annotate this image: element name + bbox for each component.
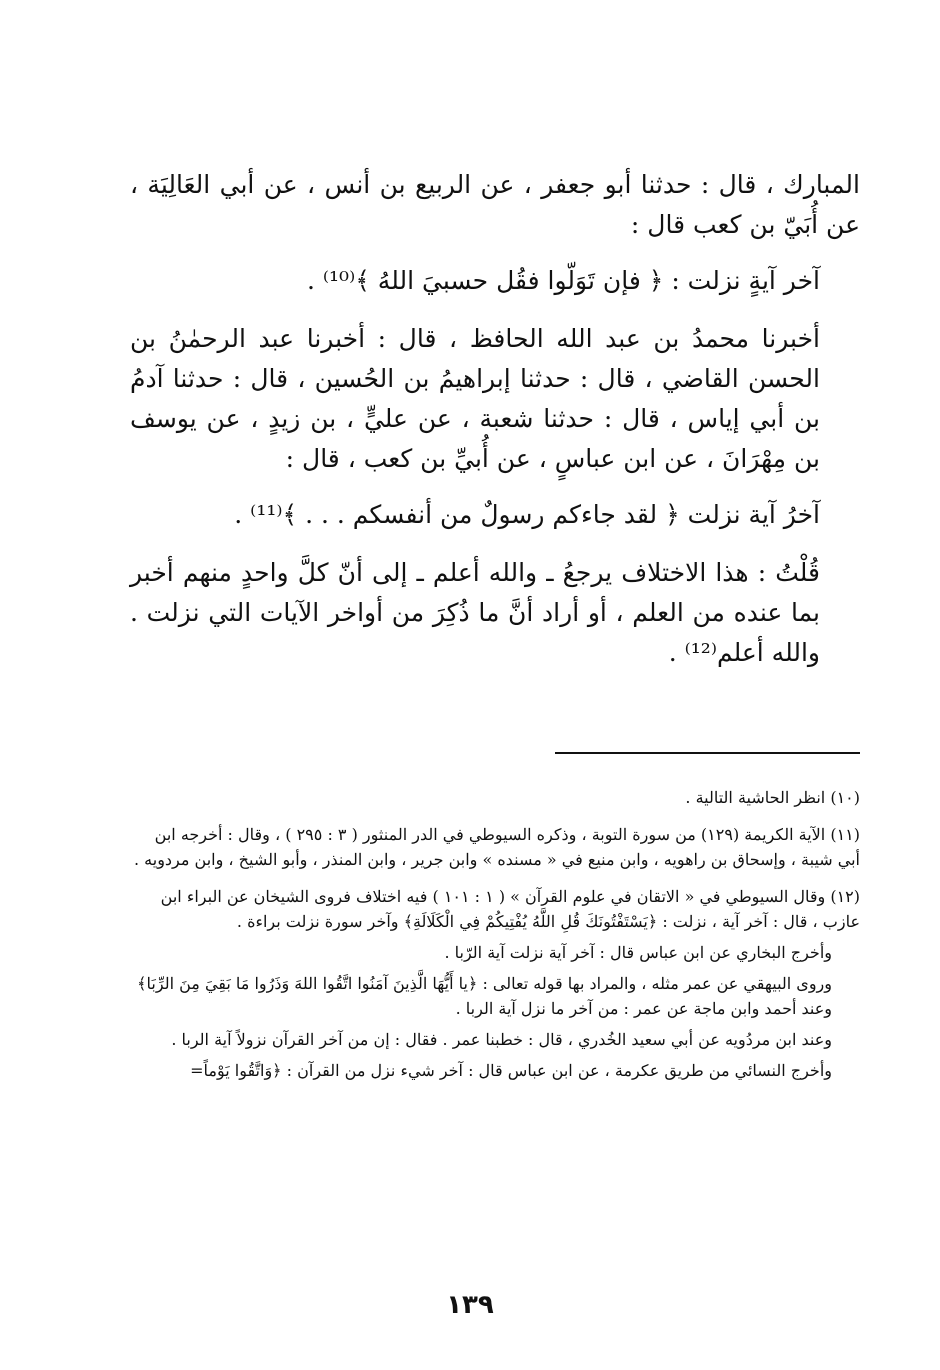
paragraph: قُلْتُ : هذا الاختلاف يرجعُ ـ والله أعلم ـ إلى أنّ كلَّ واحدٍ منهم أخبر بما عنده من العلم ، أو أراد أنَّ ما ذُكِرَ من أواخر الآيات التي نزلت . والله أعلم⁽¹²⁾ . [130, 558, 820, 667]
footnote-10: (١٠) انظر الحاشية التالية . [685, 788, 860, 807]
footnote-12-continuation: وعند ابن مردُويه عن أبي سعيد الخُدري ، قال : خطبنا عمر . فقال : إن من آخر القرآن نزولاً آية الربا . [171, 1030, 832, 1049]
quoted-verse: آخر آيةٍ نزلت : ﴿ فإن تَوَلّوا فقُل حسبيَ اللهُ ﴾⁽¹⁰⁾ . [306, 266, 820, 295]
page-number: ١٣٩ [446, 1290, 494, 1320]
footnote-11: (١١) الآية الكريمة (١٢٩) من سورة التوبة ، وذكره السيوطي في الدر المنثور ( ٣ : ٢٩٥ ) ، وقال : أخرجه ابن أبي شيبة ، وإسحاق بن راهويه ، وابن منيع في « مسنده » وابن جرير ، وابن المنذر ، وأبو الشيخ ، وابن مردويه . [134, 825, 860, 869]
footnotes [128, 785, 860, 1083]
footnote-12-continuation: وأخرج البخاري عن ابن عباس قال : آخر آية نزلت آية الرّبا . [444, 943, 832, 962]
footnote-divider [555, 752, 860, 754]
paragraph: أخبرنا محمدُ بن عبد الله الحافظ ، قال : أخبرنا عبد الرحمٰنُ بن الحسن القاضي ، قال : حدثنا إبراهيمُ بن الحُسين ، قال : حدثنا آدمُ بن أبي إياس ، قال : حدثنا شعبة ، عن عليٍّ ، بن زيدٍ ، عن يوسف بن مِهْرَانَ ، عن ابن عباسٍ ، عن أُبيِّ بن كعب ، قال : [130, 324, 820, 473]
footnote-12: (١٢) وقال السيوطي في « الاتقان في علوم القرآن » ( ١ : ١٠١ ) فيه اختلاف فروى الشيخان عن البراء ابن عازب ، قال : آخر آية ، نزلت : ﴿يَسْتَفْتُونَكَ قُلِ اللَّهُ يُفْتِيكُمْ فِي الْكَلَالَةِ﴾ وآخر سورة نزلت براءة . [160, 887, 860, 931]
quoted-verse: آخرُ آية نزلت ﴿ لقد جاءكم رسولٌ من أنفسكم . . . ﴾⁽¹¹⁾ . [234, 500, 820, 529]
main-text [130, 165, 860, 673]
footnote-12-continuation: وروى البيهقي عن عمر مثله ، والمراد بها قوله تعالى : ﴿يا أَيُّهَا الَّذِينَ آمَنُوا اتَّقُوا اللهَ وَذَرُوا مَا بَقِيَ مِنَ الرِّبَا﴾ وعند أحمد وابن ماجة عن عمر : من آخر ما نزل آية الربا . [137, 974, 832, 1018]
paragraph: المبارك ، قال : حدثنا أبو جعفر ، عن الربيع بن أنس ، عن أبي العَالِيَة ، عن أُبَيّ بن كعب قال : [130, 170, 860, 239]
footnote-12-continuation: وأخرج النسائي من طريق عكرمة ، عن ابن عباس قال : آخر شيء نزل من القرآن : ﴿وَاتَّقُوا يَوْماً= [190, 1061, 832, 1080]
